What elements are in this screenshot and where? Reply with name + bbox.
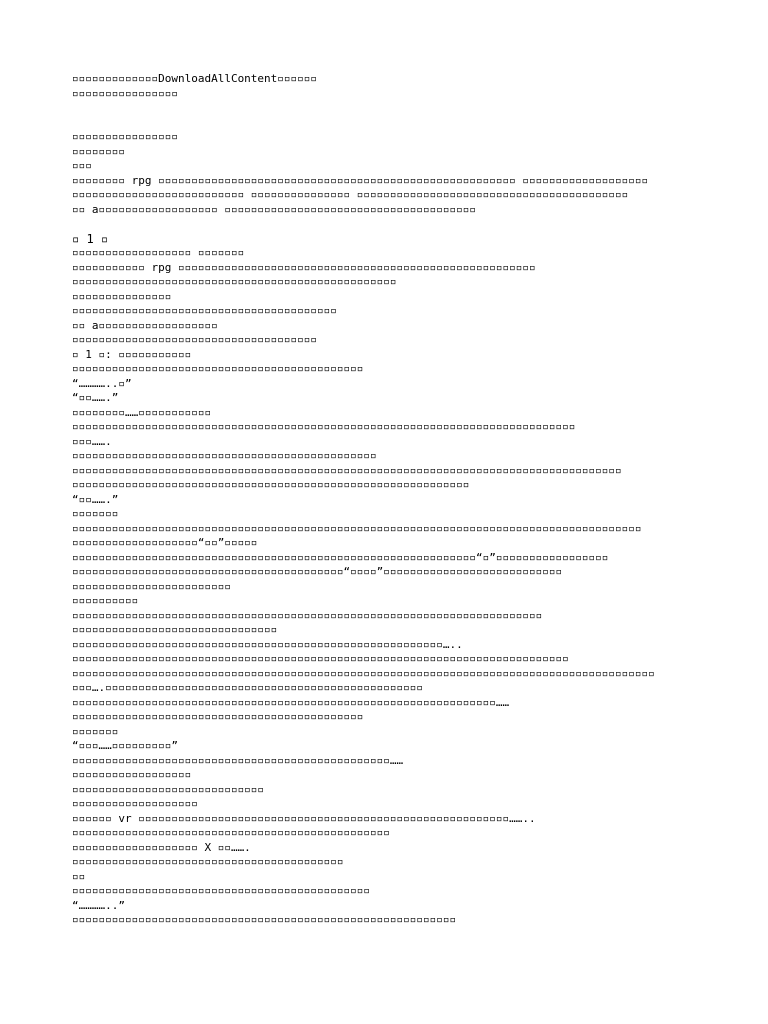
- paragraph-line: ▫▫ a▫▫▫▫▫▫▫▫▫▫▫▫▫▫▫▫▫▫: [72, 318, 218, 332]
- header-block: [72, 72, 712, 101]
- paragraph-line: ▫▫▫▫▫▫▫▫▫▫▫▫▫▫▫▫▫▫: [72, 768, 192, 781]
- document-page: [72, 72, 712, 928]
- paragraph-line: ▫ 1 ▫: ▫▫▫▫▫▫▫▫▫▫▫: [72, 347, 192, 361]
- paragraph-line: ▫▫▫▫▫▫ vr ▫▫▫▫▫▫▫▫▫▫▫▫▫▫▫▫▫▫▫▫▫▫▫▫▫▫▫▫▫▫▫▫▫▫▫▫▫▫▫▫▫▫▫▫▫▫▫▫▫▫▫▫▫▫▫▫……..: [72, 811, 536, 825]
- paragraph-line: ▫▫▫▫▫▫▫▫▫▫▫▫▫▫▫▫▫▫▫▫▫▫▫▫▫▫▫▫▫▫▫▫▫▫▫▫▫▫▫▫▫▫▫▫▫▫▫▫: [72, 826, 390, 839]
- paragraph-line: “…………..”: [72, 898, 125, 912]
- paragraph-line: ▫▫▫▫▫▫▫▫▫▫▫▫▫▫▫▫▫▫▫▫▫▫▫▫▫▫▫▫▫▫▫▫▫▫▫▫▫▫▫▫▫▫▫▫▫▫▫▫▫▫▫▫▫▫▫▫▫▫: [72, 913, 457, 926]
- paragraph-line: ▫▫▫▫▫▫▫▫▫▫▫▫▫▫▫▫▫▫▫▫▫▫▫▫▫▫▫▫▫▫▫▫▫▫▫▫▫▫▫▫▫▫▫▫▫▫▫▫▫▫▫▫▫▫▫▫▫▫▫▫▫▫▫▫▫▫▫▫▫▫▫▫▫▫▫▫: [72, 420, 576, 433]
- paragraph-line: ▫▫▫….▫▫▫▫▫▫▫▫▫▫▫▫▫▫▫▫▫▫▫▫▫▫▫▫▫▫▫▫▫▫▫▫▫▫▫▫▫▫▫▫▫▫▫▫▫▫▫▫: [72, 681, 423, 694]
- paragraph-line: ▫▫▫▫▫▫▫▫▫▫▫▫▫▫▫▫▫▫▫▫▫▫▫▫▫▫▫▫▫▫▫▫▫▫▫▫▫▫▫▫▫▫▫▫▫▫▫▫▫▫▫▫▫▫▫▫▫▫▫▫▫▫▫▫▫▫▫▫▫▫▫▫▫▫▫: [72, 652, 569, 665]
- chapter-body: [72, 246, 712, 928]
- paragraph-line: ▫▫▫▫▫▫▫▫▫▫▫▫▫▫▫▫▫▫▫▫▫▫▫▫▫▫▫▫▫▫▫▫▫▫▫▫▫▫▫▫▫▫▫▫: [72, 362, 364, 375]
- paragraph-line: “▫▫▫……▫▫▫▫▫▫▫▫▫”: [72, 739, 178, 752]
- chapter-heading: ▫ 1 ▫: [72, 231, 109, 246]
- paragraph-line: ▫▫▫▫▫▫▫▫▫▫▫▫▫▫▫▫▫▫▫▫▫▫▫▫: [72, 579, 231, 593]
- paragraph-line: ▫▫▫▫▫▫▫▫▫▫▫▫▫▫▫▫▫▫▫▫▫▫▫▫▫▫▫▫▫▫▫▫▫▫▫▫▫▫▫▫▫▫▫▫▫▫▫▫▫: [72, 275, 397, 288]
- paragraph-line: ▫▫▫▫▫▫▫▫▫▫▫▫▫▫▫▫▫▫▫▫▫▫▫▫▫▫▫▫▫▫▫▫▫▫▫▫▫▫▫▫▫▫▫▫▫▫▫▫▫▫▫▫▫▫▫▫▫▫▫▫▫▫▫▫……: [72, 695, 510, 709]
- paragraph-line: ▫▫▫▫▫▫▫▫▫▫▫▫▫▫▫▫▫▫▫▫▫▫▫▫▫▫▫▫▫▫▫▫▫▫▫▫▫▫▫▫▫▫▫▫: [72, 710, 364, 723]
- paragraph-line: ▫▫▫▫▫▫▫▫▫▫▫▫▫▫▫▫▫▫▫▫▫▫▫▫▫▫▫▫▫▫▫: [72, 623, 278, 636]
- paragraph-line: ▫▫▫▫▫▫▫▫▫▫▫▫▫▫▫▫▫▫▫▫▫▫▫▫▫▫▫▫▫▫▫▫▫▫▫▫▫▫▫▫▫▫▫▫▫▫▫▫▫▫▫▫▫▫▫▫▫▫▫▫▫▫▫▫▫▫▫▫▫▫▫▫▫▫▫▫▫▫▫▫▫▫▫▫▫▫: [72, 521, 642, 535]
- paragraph-line: ▫▫▫▫▫▫▫: [72, 724, 119, 738]
- header-line: ▫▫▫▫▫▫▫▫▫▫▫▫▫▫▫▫: [72, 86, 178, 100]
- paragraph-line: ▫▫▫▫▫▫▫▫▫▫▫▫▫▫▫▫▫▫▫▫▫▫▫▫▫▫▫▫▫: [72, 782, 265, 796]
- paragraph-line: ▫▫▫▫▫▫▫▫▫▫▫▫▫▫▫▫▫▫▫▫▫▫▫▫▫▫▫▫▫▫▫▫▫▫▫▫▫: [72, 333, 318, 346]
- paragraph-line: ▫▫▫▫▫▫▫▫▫▫▫▫▫▫▫▫▫▫▫▫▫▫▫▫▫▫▫▫▫▫▫▫▫▫▫▫▫▫▫▫▫▫▫▫▫▫▫▫▫▫▫▫▫▫▫▫…..: [72, 637, 463, 651]
- paragraph-line: “▫▫…….”: [72, 492, 119, 506]
- paragraph-line: ▫▫▫▫▫▫▫▫▫▫▫▫▫▫▫▫▫▫▫ X ▫▫…….: [72, 840, 251, 854]
- paragraph-line: ▫▫▫▫▫▫▫▫▫▫▫▫▫▫▫▫▫▫▫▫▫▫▫▫▫▫▫▫▫▫▫▫▫▫▫▫▫▫▫▫▫▫▫▫▫▫▫▫▫▫▫▫▫▫▫▫▫▫▫▫▫“▫”▫▫▫▫▫▫▫▫▫▫▫▫▫▫▫▫▫: [72, 550, 609, 564]
- paragraph-line: ▫▫▫▫▫▫▫▫▫▫▫▫▫▫▫▫▫▫▫▫▫▫▫▫▫▫▫▫▫▫▫▫▫▫▫▫▫▫▫▫▫▫▫▫▫: [72, 884, 371, 897]
- paragraph-line: ▫▫▫▫▫▫▫▫▫▫▫▫▫▫▫▫▫▫▫“▫▫”▫▫▫▫▫: [72, 536, 258, 549]
- intro-line: ▫▫▫▫▫▫▫▫ rpg ▫▫▫▫▫▫▫▫▫▫▫▫▫▫▫▫▫▫▫▫▫▫▫▫▫▫▫▫▫▫▫▫▫▫▫▫▫▫▫▫▫▫▫▫▫▫▫▫▫▫▫▫▫▫ ▫▫▫▫▫▫▫▫▫▫▫▫▫▫▫▫▫▫▫: [72, 173, 649, 187]
- paragraph-line: ▫▫▫…….: [72, 434, 112, 448]
- paragraph-line: ▫▫▫▫▫▫▫▫▫▫▫▫▫▫▫: [72, 289, 172, 303]
- paragraph-line: ▫▫▫▫▫▫▫▫▫▫▫▫▫▫▫▫▫▫▫▫▫▫▫▫▫▫▫▫▫▫▫▫▫▫▫▫▫▫▫▫▫▫▫▫▫▫▫▫▫▫▫▫▫▫▫▫▫▫▫▫▫▫▫▫▫▫▫▫▫▫▫: [72, 608, 543, 622]
- paragraph-line: ▫▫▫▫▫▫▫▫▫▫▫▫▫▫▫▫▫▫▫▫▫▫▫▫▫▫▫▫▫▫▫▫▫▫▫▫▫▫▫▫▫▫▫▫▫▫▫▫……: [72, 753, 404, 767]
- paragraph-line: ▫▫▫▫▫▫▫▫▫▫▫▫▫▫▫▫▫▫▫▫▫▫▫▫▫▫▫▫▫▫▫▫▫▫▫▫▫▫▫▫▫▫▫▫▫▫▫▫▫▫▫▫▫▫▫▫▫▫▫▫▫▫▫▫▫▫▫▫▫▫▫▫▫▫▫▫▫▫▫▫▫▫▫▫▫▫▫▫: [72, 666, 655, 680]
- paragraph-line: ▫▫▫▫▫▫▫▫▫▫▫▫▫▫▫▫▫▫▫▫▫▫▫▫▫▫▫▫▫▫▫▫▫▫▫▫▫▫▫▫▫▫▫▫▫▫▫▫▫▫▫▫▫▫▫▫▫▫▫▫: [72, 478, 470, 491]
- paragraph-line: ▫▫▫▫▫▫▫▫……▫▫▫▫▫▫▫▫▫▫▫: [72, 405, 212, 419]
- paragraph-line: ▫▫▫▫▫▫▫▫▫▫▫▫▫▫▫▫▫▫▫▫▫▫▫▫▫▫▫▫▫▫▫▫▫▫▫▫▫▫▫▫▫: [72, 855, 344, 868]
- paragraph-line: ▫▫▫▫▫▫▫▫▫▫▫ rpg ▫▫▫▫▫▫▫▫▫▫▫▫▫▫▫▫▫▫▫▫▫▫▫▫▫▫▫▫▫▫▫▫▫▫▫▫▫▫▫▫▫▫▫▫▫▫▫▫▫▫▫▫▫▫: [72, 260, 536, 274]
- intro-line: ▫▫ a▫▫▫▫▫▫▫▫▫▫▫▫▫▫▫▫▫▫ ▫▫▫▫▫▫▫▫▫▫▫▫▫▫▫▫▫▫▫▫▫▫▫▫▫▫▫▫▫▫▫▫▫▫▫▫▫▫: [72, 202, 476, 216]
- paragraph-line: ▫▫▫▫▫▫▫▫▫▫▫▫▫▫▫▫▫▫▫▫▫▫▫▫▫▫▫▫▫▫▫▫▫▫▫▫▫▫▫▫: [72, 304, 337, 317]
- header-line: ▫▫▫▫▫▫▫▫▫▫▫▫▫DownloadAllContent▫▫▫▫▫▫: [72, 72, 318, 85]
- paragraph-line: “▫▫…….”: [72, 391, 119, 404]
- intro-line: ▫▫▫: [72, 159, 92, 172]
- paragraph-line: ▫▫▫▫▫▫▫▫▫▫: [72, 594, 139, 607]
- paragraph-line: ▫▫: [72, 869, 86, 883]
- paragraph-line: “…………..▫”: [72, 376, 132, 390]
- paragraph-line: ▫▫▫▫▫▫▫▫▫▫▫▫▫▫▫▫▫▫▫▫▫▫▫▫▫▫▫▫▫▫▫▫▫▫▫▫▫▫▫▫▫“▫▫▫▫”▫▫▫▫▫▫▫▫▫▫▫▫▫▫▫▫▫▫▫▫▫▫▫▫▫▫▫: [72, 565, 563, 578]
- paragraph-line: ▫▫▫▫▫▫▫▫▫▫▫▫▫▫▫▫▫▫▫: [72, 797, 198, 810]
- intro-block: [72, 130, 712, 217]
- paragraph-line: ▫▫▫▫▫▫▫▫▫▫▫▫▫▫▫▫▫▫ ▫▫▫▫▫▫▫: [72, 246, 245, 259]
- intro-line: ▫▫▫▫▫▫▫▫▫▫▫▫▫▫▫▫: [72, 130, 178, 143]
- intro-line: ▫▫▫▫▫▫▫▫▫▫▫▫▫▫▫▫▫▫▫▫▫▫▫▫▫▫ ▫▫▫▫▫▫▫▫▫▫▫▫▫▫▫ ▫▫▫▫▫▫▫▫▫▫▫▫▫▫▫▫▫▫▫▫▫▫▫▫▫▫▫▫▫▫▫▫▫▫▫▫▫▫▫▫▫: [72, 188, 629, 201]
- paragraph-line: ▫▫▫▫▫▫▫▫▫▫▫▫▫▫▫▫▫▫▫▫▫▫▫▫▫▫▫▫▫▫▫▫▫▫▫▫▫▫▫▫▫▫▫▫▫▫▫▫▫▫▫▫▫▫▫▫▫▫▫▫▫▫▫▫▫▫▫▫▫▫▫▫▫▫▫▫▫▫▫▫▫▫▫: [72, 463, 622, 477]
- intro-line: ▫▫▫▫▫▫▫▫: [72, 144, 125, 158]
- paragraph-line: ▫▫▫▫▫▫▫▫▫▫▫▫▫▫▫▫▫▫▫▫▫▫▫▫▫▫▫▫▫▫▫▫▫▫▫▫▫▫▫▫▫▫▫▫▫▫: [72, 449, 377, 462]
- paragraph-line: ▫▫▫▫▫▫▫: [72, 507, 119, 520]
